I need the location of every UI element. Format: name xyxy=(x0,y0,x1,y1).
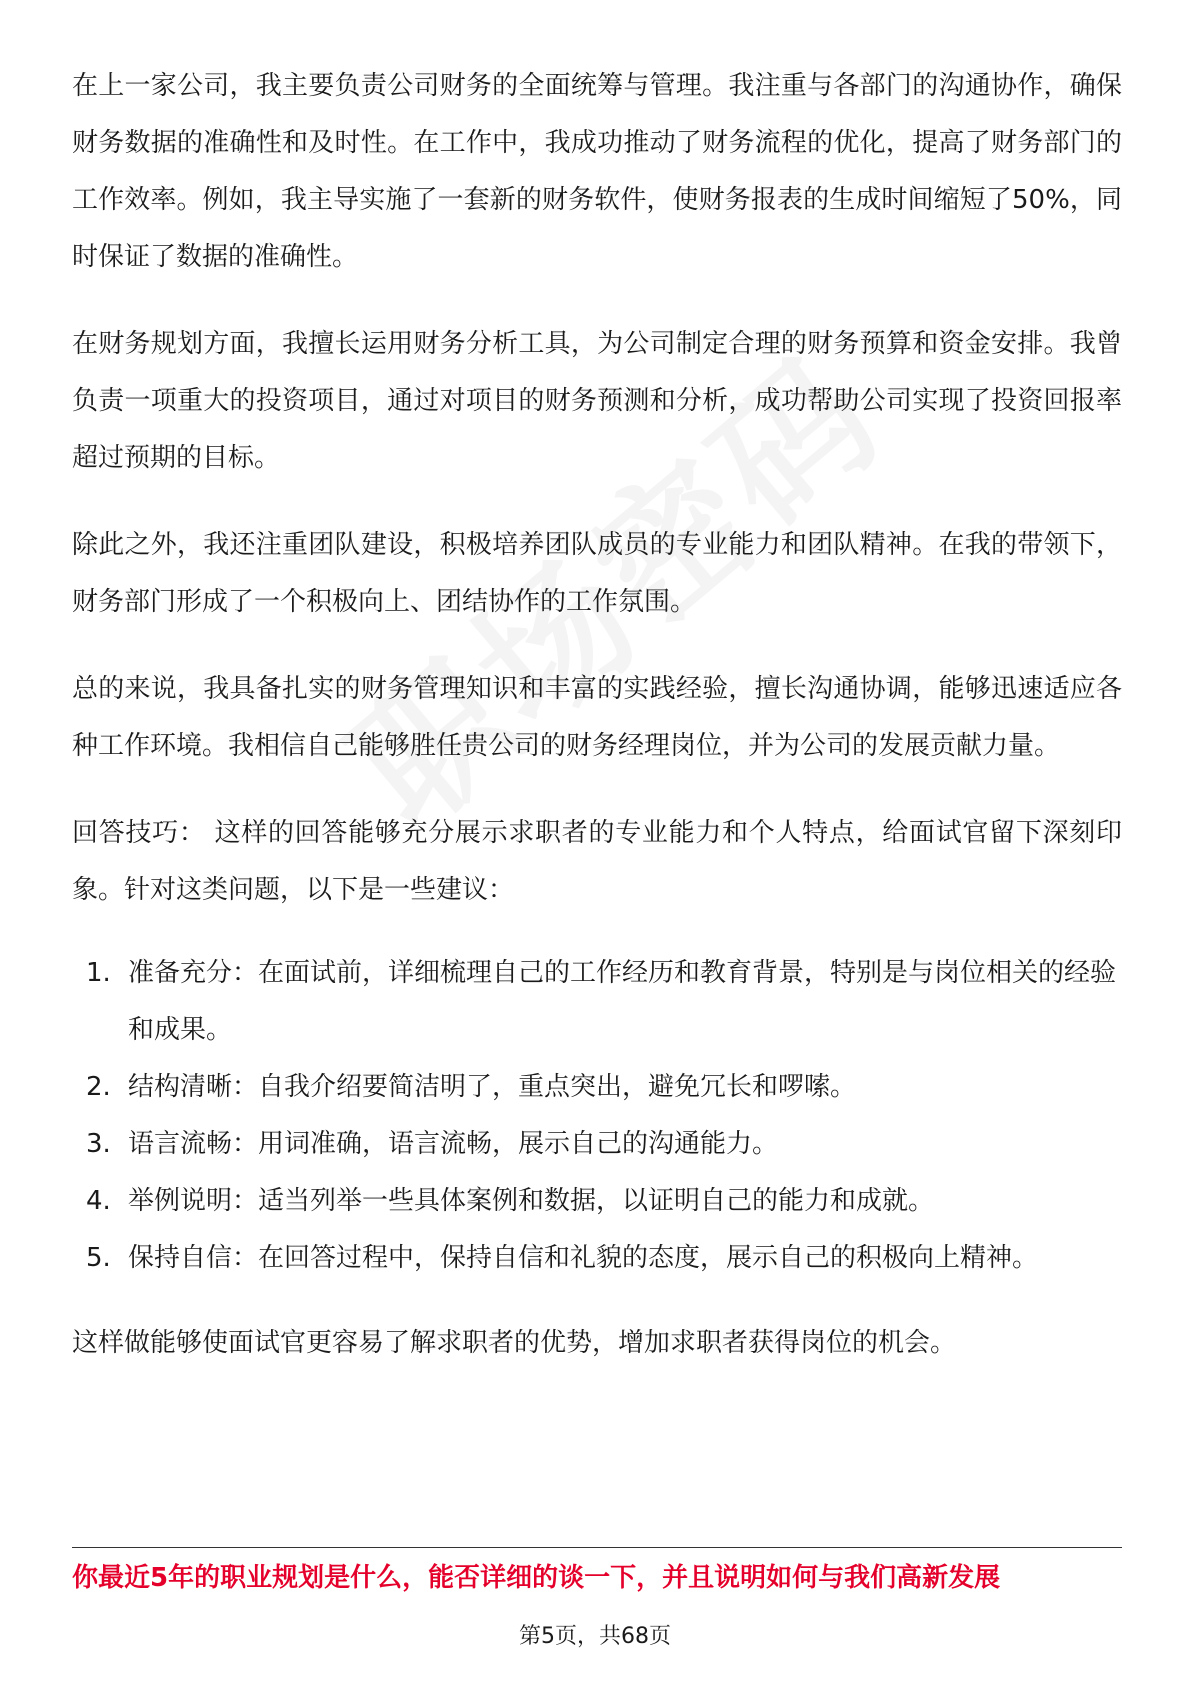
tip-number: 5. xyxy=(86,1243,111,1273)
tip-text: 举例说明：适当列举一些具体案例和数据，以证明自己的能力和成就。 xyxy=(128,1186,935,1216)
answer-paragraph-1: 在上一家公司，我主要负责公司财务的全面统筹与管理。我注重与各部门的沟通协作，确保财务数据的准确性和及时性。在工作中，我成功推动了财务流程的优化，提高了财务部门的工作效率。例如，我主导实施了一套新的财务软件，使财务报表的生成时间缩短了50%，同时保证了数据的准确性。 xyxy=(72,71,1122,272)
tip-item xyxy=(72,1230,1122,1287)
answer-paragraph-3: 除此之外，我还注重团队建设，积极培养团队成员的专业能力和团队精神。在我的带领下，财务部门形成了一个积极向上、团结协作的工作氛围。 xyxy=(72,530,1122,617)
closing-paragraph: 这样做能够使面试官更容易了解求职者的优势，增加求职者获得岗位的机会。 xyxy=(72,1328,957,1358)
tip-text: 保持自信：在回答过程中，保持自信和礼貌的态度，展示自己的积极向上精神。 xyxy=(128,1243,1039,1273)
section-divider xyxy=(72,1547,1122,1548)
tip-item xyxy=(72,945,1122,1059)
tip-number: 1. xyxy=(86,958,111,988)
tips-intro: 回答技巧： 这样的回答能够充分展示求职者的专业能力和个人特点，给面试官留下深刻印象。针对这类问题，以下是一些建议： xyxy=(72,818,1122,905)
answer-paragraph-4: 总的来说，我具备扎实的财务管理知识和丰富的实践经验，擅长沟通协调，能够迅速适应各种工作环境。我相信自己能够胜任贵公司的财务经理岗位，并为公司的发展贡献力量。 xyxy=(72,674,1122,761)
page-number: 第5页，共68页 xyxy=(519,1624,671,1649)
answer-content xyxy=(72,58,1122,1402)
tip-text: 语言流畅：用词准确，语言流畅，展示自己的沟通能力。 xyxy=(128,1129,779,1159)
tip-text: 准备充分：在面试前，详细梳理自己的工作经历和教育背景，特别是与岗位相关的经验和成果。 xyxy=(128,958,1117,1045)
tip-item xyxy=(72,1116,1122,1173)
answer-paragraph-2: 在财务规划方面，我擅长运用财务分析工具，为公司制定合理的财务预算和资金安排。我曾负责一项重大的投资项目，通过对项目的财务预测和分析，成功帮助公司实现了投资回报率超过预期的目标。 xyxy=(72,329,1122,473)
next-question-heading: 你最近5年的职业规划是什么，能否详细的谈一下，并且说明如何与我们高新发展 xyxy=(72,1563,1001,1593)
tips-list xyxy=(72,945,1122,1287)
tip-text: 结构清晰：自我介绍要简洁明了，重点突出，避免冗长和啰嗦。 xyxy=(128,1072,857,1102)
tip-item xyxy=(72,1173,1122,1230)
tip-item xyxy=(72,1059,1122,1116)
tip-number: 3. xyxy=(86,1129,111,1159)
tip-number: 4. xyxy=(86,1186,111,1216)
tip-number: 2. xyxy=(86,1072,111,1102)
